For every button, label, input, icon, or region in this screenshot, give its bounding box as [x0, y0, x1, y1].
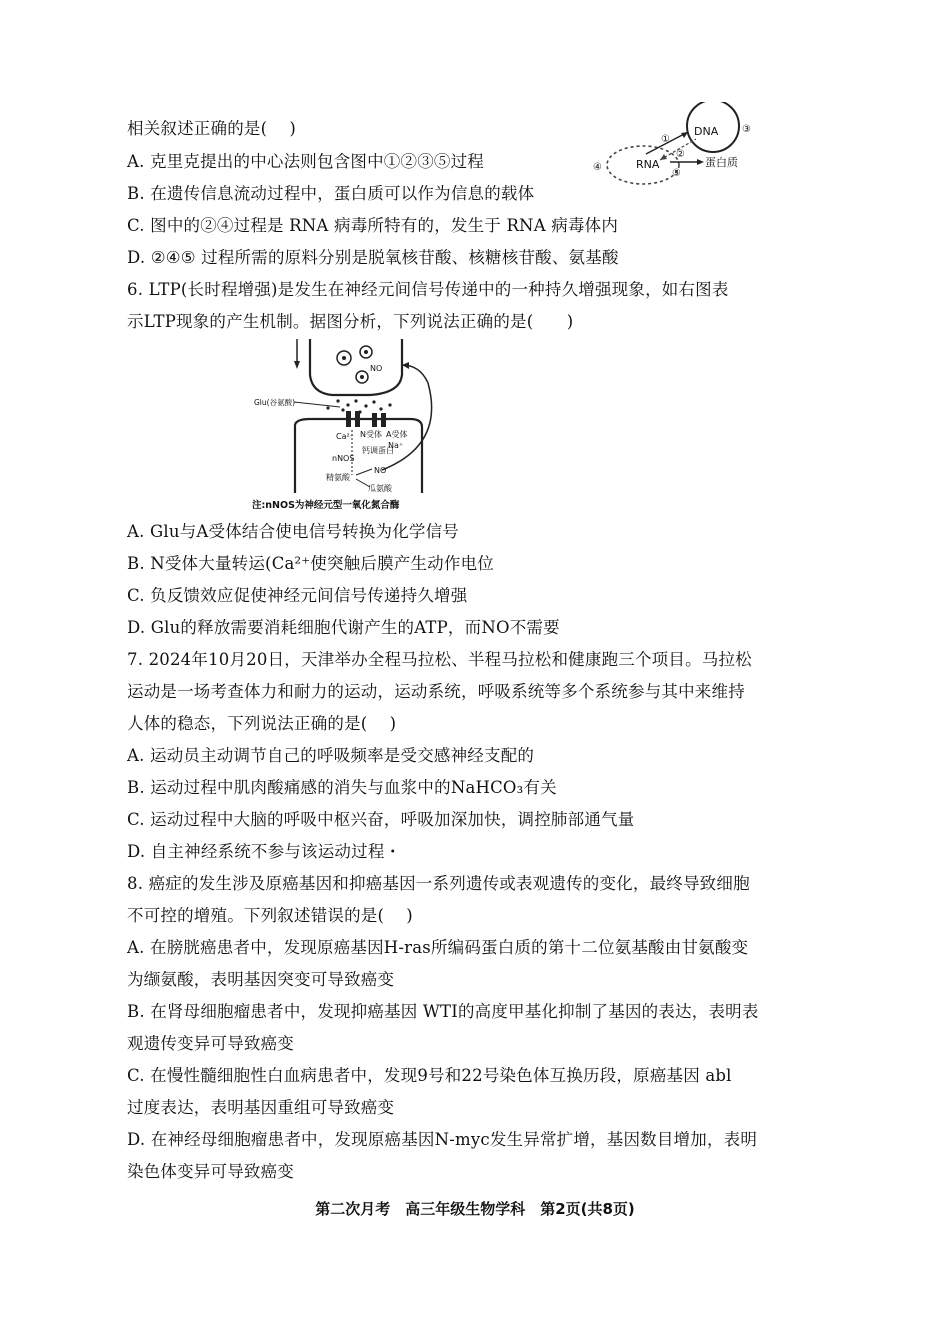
ltp-glu-label: Glu(谷氨酸) — [254, 398, 296, 407]
central-dogma-figure — [588, 102, 768, 187]
page-footer: 第二次月考 高三年级生物学科 第2页(共8页) — [315, 1200, 635, 1218]
q8-option-d-line1: D. 在神经母细胞瘤患者中，发现原癌基因N-myc发生异常扩增，基因数目增加，表明 — [127, 1130, 758, 1149]
ltp-no-top-label: NO — [370, 364, 383, 373]
q5-option-d: D. ②④⑤ 过程所需的原料分别是脱氧核苷酸、核糖核苷酸、氨基酸 — [127, 248, 619, 267]
process-5-label: ⑤ — [672, 168, 681, 179]
q8-option-a-line2: 为缬氨酸，表明基因突变可导致癌变 — [127, 970, 395, 989]
q8-option-c-line1: C. 在慢性髓细胞性白血病患者中，发现9号和22号染色体互换历段，原癌基因 abl — [127, 1066, 732, 1085]
ltp-ca-label: Ca²⁺ — [336, 432, 354, 441]
q6-stem-line1: 6. LTP(长时程增强)是发生在神经元间信号传递中的一种持久增强现象，如右图表 — [127, 280, 729, 299]
q8-option-d-line2: 染色体变异可导致癌变 — [127, 1162, 294, 1181]
ltp-calmodulin-label: 钙调蛋白 — [362, 446, 394, 455]
q8-option-c-line2: 过度表达，表明基因重组可导致癌变 — [127, 1098, 395, 1117]
ltp-nnos-label: nNOS — [332, 454, 355, 463]
q6-option-c: C. 负反馈效应促使神经元间信号传递持久增强 — [127, 586, 468, 605]
q6-option-a: A. Glu与A受体结合使电信号转换为化学信号 — [127, 522, 460, 541]
q5-stem-tail: 相关叙述正确的是( ) — [127, 119, 297, 138]
q6-stem-line2: 示LTP现象的产生机制。据图分析，下列说法正确的是( ) — [127, 312, 574, 331]
dna-label: DNA — [694, 125, 719, 138]
q8-option-a-line1: A. 在膀胱癌患者中，发现原癌基因H-ras所编码蛋白质的第十二位氨基酸由甘氨酸变 — [127, 938, 749, 957]
q8-option-b-line1: B. 在肾母细胞瘤患者中，发现抑癌基因 WTI的高度甲基化抑制了基因的表达，表明表 — [127, 1002, 759, 1021]
q7-option-d: D. 自主神经系统不参与该运动过程・ — [127, 842, 402, 861]
process-4-label: ④ — [593, 162, 602, 173]
ltp-a-receptor-label: A受体 — [386, 430, 408, 439]
ltp-citrulline-label: 瓜氨酸 — [368, 484, 392, 493]
q7-option-b: B. 运动过程中肌肉酸痛感的消失与血浆中的NaHCO₃有关 — [127, 778, 557, 797]
ltp-n-receptor-label: N受体 — [360, 430, 382, 439]
q7-stem-line1: 7. 2024年10月20日，天津举办全程马拉松、半程马拉松和健康跑三个项目。马拉松 — [127, 650, 752, 669]
q5-option-c: C. 图中的②④过程是 RNA 病毒所特有的，发生于 RNA 病毒体内 — [127, 216, 619, 235]
q5-option-a: A. 克里克提出的中心法则包含图中①②③⑤过程 — [127, 152, 485, 171]
q7-stem-line2: 运动是一场考查体力和耐力的运动，运动系统，呼吸系统等多个系统参与其中来维持 — [127, 682, 745, 701]
q8-stem-line2: 不可控的增殖。下列叙述错误的是( ) — [127, 906, 413, 925]
ltp-no-label: NO — [374, 466, 387, 475]
rna-label: RNA — [636, 158, 660, 171]
process-1-label: ① — [661, 134, 670, 145]
q6-option-b: B. N受体大量转运(Ca²⁺使突触后膜产生动作电位 — [127, 554, 494, 573]
ltp-mechanism-figure — [250, 335, 450, 512]
q8-stem-line1: 8. 癌症的发生涉及原癌基因和抑癌基因一系列遗传或表观遗传的变化，最终导致细胞 — [127, 874, 750, 893]
ltp-arginine-label: 精氨酸 — [326, 473, 350, 482]
ltp-na-label: Na⁺ — [388, 441, 404, 450]
process-2-label: ② — [676, 149, 685, 160]
q7-option-a: A. 运动员主动调节自己的呼吸频率是受交感神经支配的 — [127, 746, 535, 765]
process-3-label: ③ — [742, 124, 751, 135]
protein-label: 蛋白质 — [705, 156, 738, 169]
q5-option-b: B. 在遗传信息流动过程中，蛋白质可以作为信息的载体 — [127, 184, 535, 203]
q7-option-c: C. 运动过程中大脑的呼吸中枢兴奋，呼吸加深加快，调控肺部通气量 — [127, 810, 635, 829]
q8-option-b-line2: 观遗传变异可导致癌变 — [127, 1034, 294, 1053]
ltp-note: 注:nNOS为神经元型一氧化氮合酶 — [252, 500, 400, 511]
q6-option-d: D. Glu的释放需要消耗细胞代谢产生的ATP，而NO不需要 — [127, 618, 560, 637]
q7-stem-line3: 人体的稳态，下列说法正确的是( ) — [127, 714, 397, 733]
